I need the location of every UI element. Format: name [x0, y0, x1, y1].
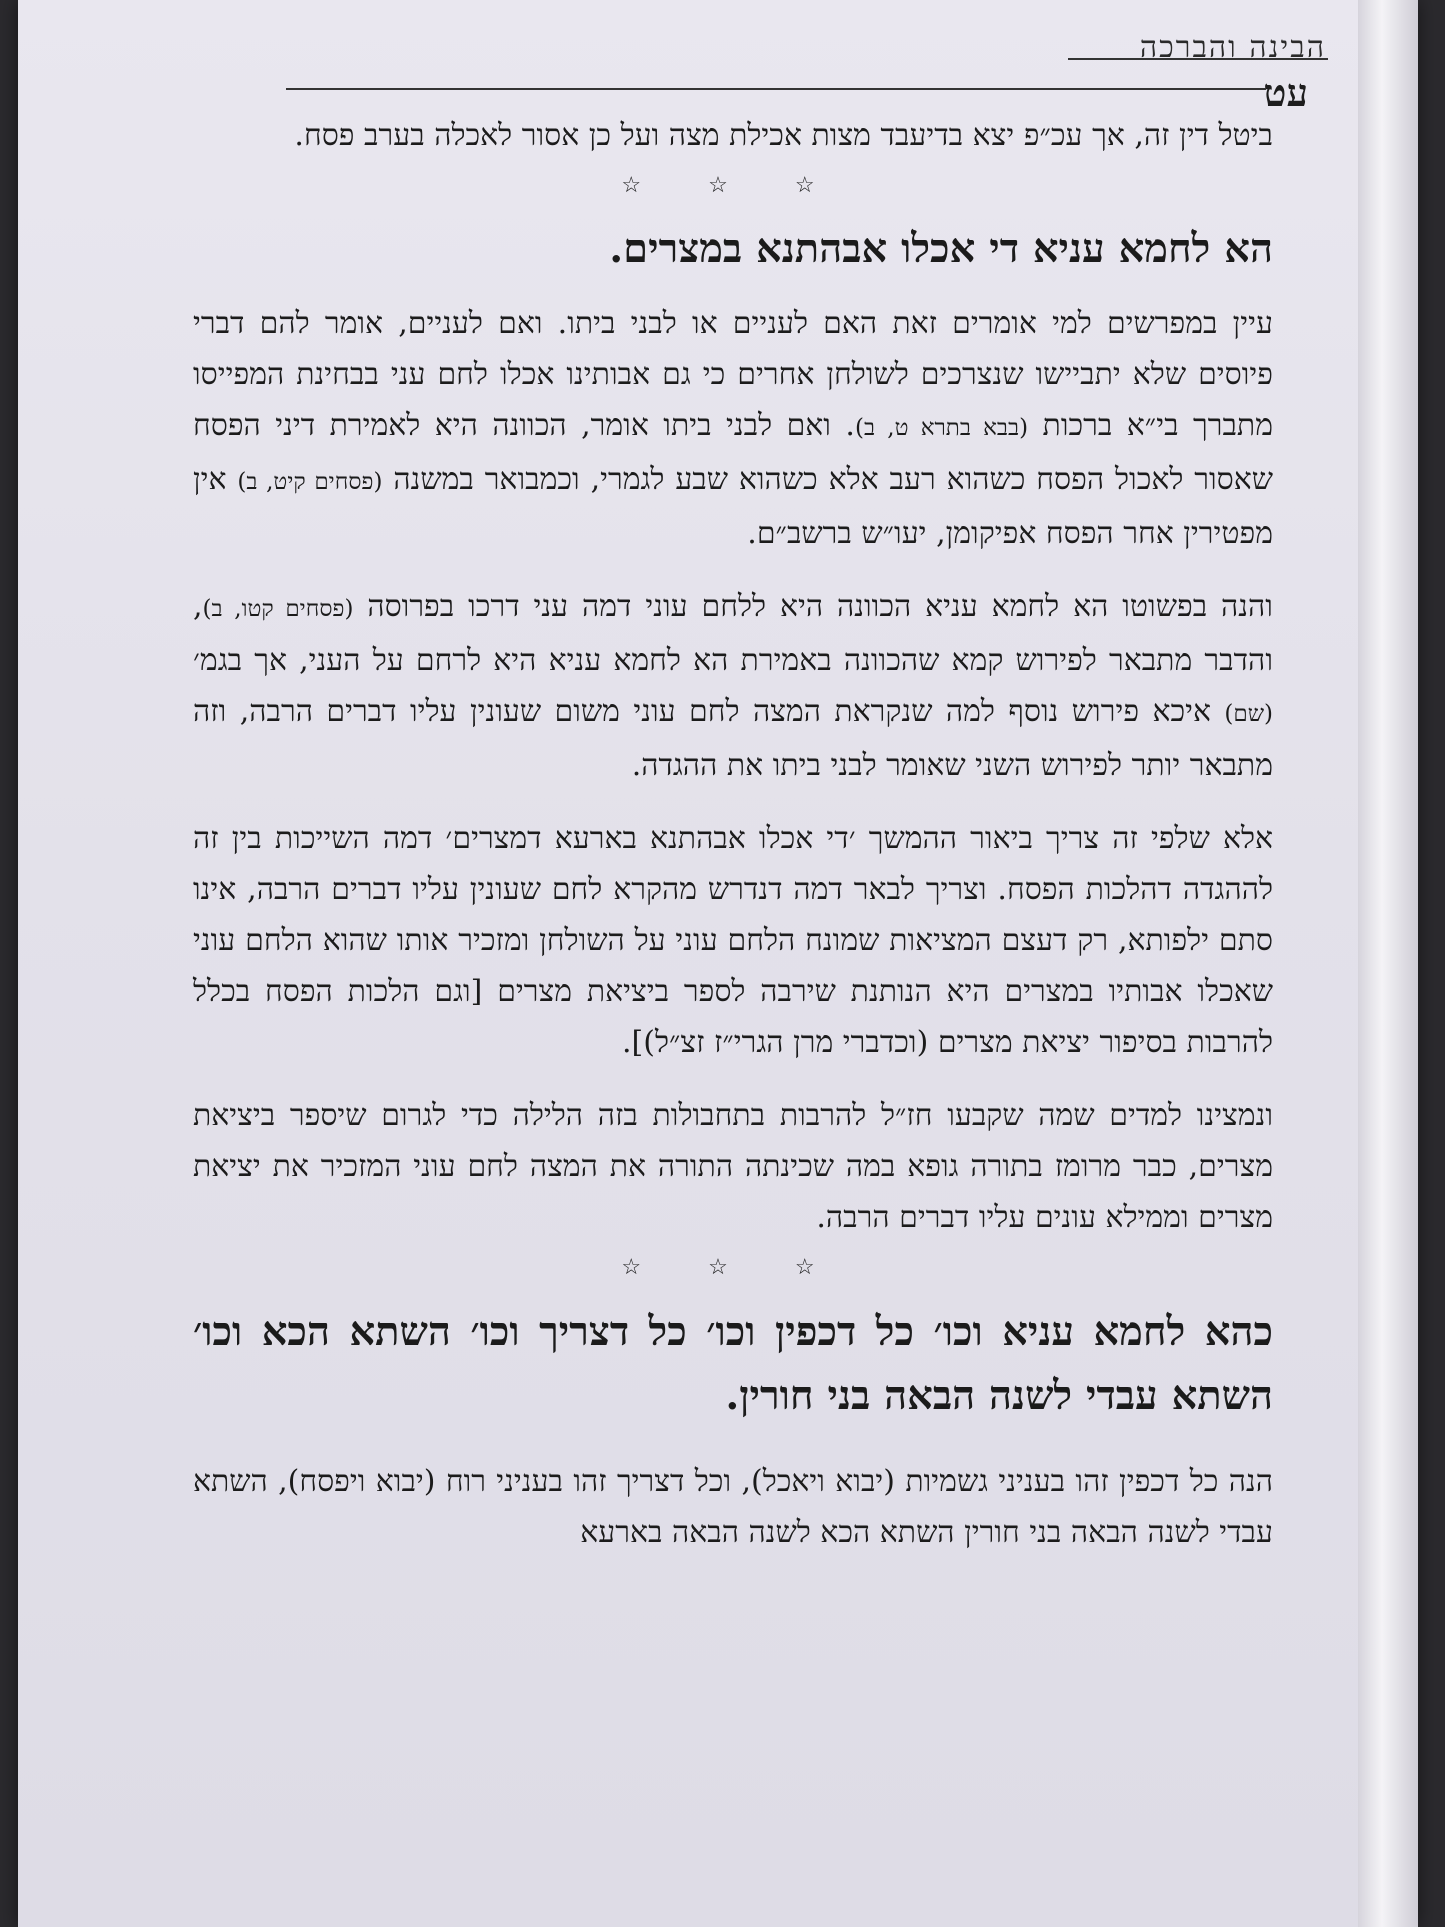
- paragraph-text: . ואם לבני ביתו אומר, הכוונה היא לאמירת דיני הפסח שאסור לאכול הפסח כשהוא רעב אלא כשהוא שבע לגמרי, וכמבואר במשנה: [193, 408, 1273, 497]
- paragraph-continuation: ביטל דין זה, אך עכ״פ יצא בדיעבד מצות אכילת מצה ועל כן אסור לאכלה בערב פסח.: [294, 118, 1273, 153]
- paragraph: [193, 581, 1273, 791]
- page-body: [193, 110, 1273, 1558]
- source-reference: (בבא בתרא ט, ב): [854, 415, 1029, 441]
- source-reference: (פסחים קטו, ב): [202, 596, 354, 622]
- paragraph-text: איכא פירוש נוסף למה שנקראת המצה לחם עוני משום שעונין עליו דברים הרבה, וזה מתבאר יותר לפירוש השני שאומר לבני ביתו את ההגדה.: [193, 694, 1273, 783]
- source-reference: (שם): [1224, 701, 1273, 727]
- paragraph: אלא שלפי זה צריך ביאור ההמשך ׳די אכלו אבהתנא בארעא דמצרים׳ דמה השייכות בין זה לההגדה דהלכות הפסח. וצריך לבאר דמה דנדרש מהקרא לחם שעונין עליו דברים הרבה, אינו סתם ילפותא, רק דעצם המציאות שמונח הלחם עוני על השולחן ומזכיר אותו שהוא הלחם עוני שאכלו אבותיו במצרים היא הנותנת שירבה לספר ביציאת מצרים [וגם הלכות הפסח בכלל להרבות בסיפור יציאת מצרים (וכדברי מרן הגרי״ז זצ״ל)].: [193, 821, 1273, 1060]
- section-heading: כהא לחמא עניא וכו׳ כל דכפין וכו׳ כל דצריך וכו׳ השתא הכא וכו׳ השתא עבדי לשנה הבאה בני חורין.: [193, 1308, 1273, 1419]
- header-rule: [1068, 58, 1328, 60]
- section-divider-stars: ☆ ☆ ☆: [621, 173, 845, 198]
- paragraph: [193, 298, 1273, 559]
- page-edge: [1358, 0, 1418, 1927]
- paragraph-text: והנה בפשוטו הא לחמא עניא הכוונה היא ללחם עוני דמה עני דרכו בפרוסה: [353, 589, 1273, 624]
- section-heading: הא לחמא עניא די אכלו אבהתנא במצרים.: [609, 225, 1273, 272]
- source-reference: (פסחים קיט, ב): [237, 469, 383, 495]
- paragraph-text: אין מפטירין אחר הפסח אפיקומן, יעו״ש ברשב״ם.: [193, 462, 1273, 551]
- page-number: עט: [1263, 70, 1308, 115]
- running-head: הבינה והברכה: [1139, 30, 1326, 65]
- book-page: [18, 0, 1418, 1927]
- paragraph: ונמצינו למדים שמה שקבעו חז״ל להרבות בתחבולות בזה הלילה כדי לגרום שיספר ביציאת מצרים, כבר מרומז בתורה גופא במה שכינתה התורה את המצה לחם עוני המזכיר את יציאת מצרים וממילא עונים עליו דברים הרבה.: [193, 1098, 1273, 1235]
- header-rule: [286, 88, 1266, 90]
- paragraph-text: עיין במפרשים למי אומרים זאת האם לעניים או לבני ביתו. ואם לעניים, אומר להם דברי פיוסים שלא יתביישו שנצרכים לשולחן אחרים כי גם אבותינו אכלו לחם עני בבחינת המפייסו מתברך בי״א ברכות: [193, 306, 1273, 443]
- section-divider-stars: ☆ ☆ ☆: [621, 1255, 845, 1280]
- paragraph: הנה כל דכפין זהו בעניני גשמיות (יבוא ויאכל), וכל דצריך זהו בעניני רוח (יבוא ויפסח), השתא עבדי לשנה הבאה בני חורין השתא הכא לשנה הבאה בארעא: [193, 1464, 1273, 1550]
- paragraph-text: , והדבר מתבאר לפירוש קמא שהכוונה באמירת הא לחמא עניא היא לרחם על העני, אך בגמ׳: [193, 589, 1273, 678]
